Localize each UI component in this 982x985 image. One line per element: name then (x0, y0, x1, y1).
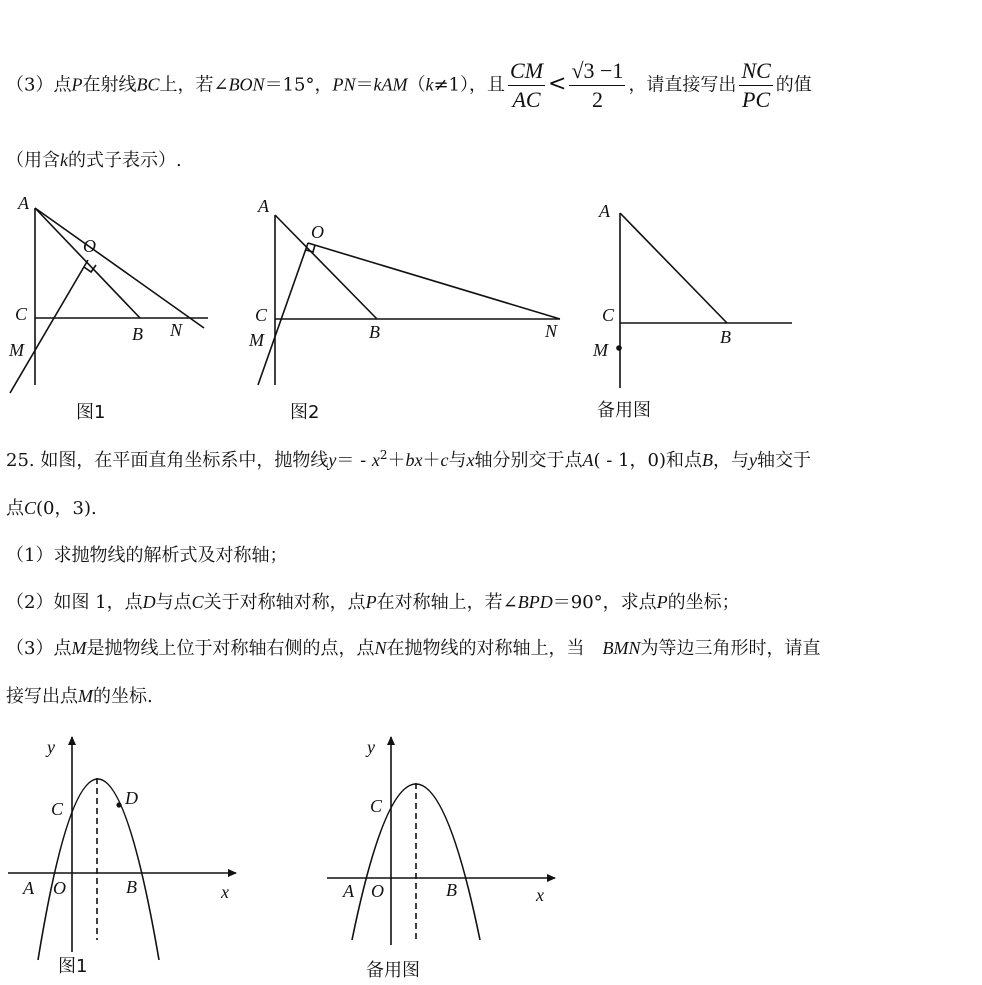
fig1-label-x: x (221, 882, 229, 902)
q25-line2: 点C(0，3). (6, 498, 97, 519)
fig1-label-C: C (15, 304, 28, 324)
q25-line1: 25. 如图，在平面直角坐标系中，抛物线$y= - x^2+bx+c$与x轴分别交于点A( - 1，0)和点B，与y轴交于 (6, 448, 812, 471)
q25-spare-figure (327, 737, 555, 945)
fig1-label-B: B (126, 877, 137, 897)
q25-part3: （3）点M是抛物线上位于对称轴右侧的点，点N在抛物线的对称轴上，当 BMN为等边三角形时，请直 (6, 638, 821, 659)
q25-spare-caption: 备用图 (366, 960, 420, 981)
fig2-label-O: O (311, 222, 324, 242)
fig1-label-D: D (125, 788, 138, 808)
fig1-label-O: O (83, 236, 96, 256)
spare-label-B: B (446, 880, 457, 900)
q25-part3-line2: 接写出点M的坐标. (6, 686, 153, 707)
q25-fig1-caption: 图1 (58, 956, 88, 977)
q24-part3-line1: （3）点P在射线BC上，若∠BON＝15°，PN＝kAM（k≠1），且 $\frac{CM}{AC}$ < $\frac{√3 -1}{2}$ ，请直接写出 $\frac{NC}{PC}$ 的值 (6, 58, 812, 112)
fig1-label-O: O (53, 878, 66, 898)
spare-caption: 备用图 (597, 400, 651, 421)
fraction-nc-pc: $\frac{NC}{PC}$ (741, 58, 771, 112)
fig1-label-M: M (9, 340, 24, 360)
fig1-label-y: y (47, 737, 55, 757)
fig1-label-B: B (132, 324, 143, 344)
fig1-label-A: A (18, 193, 29, 213)
fraction-sqrt3-minus1-over-2: $\frac{√3 -1}{2}$ (571, 58, 624, 112)
fig1-label-C: C (51, 799, 64, 819)
fig2-label-B: B (369, 322, 380, 342)
fig2-label-A: A (258, 196, 269, 216)
spare-label-C: C (370, 796, 383, 816)
fig2-label-C: C (255, 305, 268, 325)
spare-label-A: A (599, 201, 610, 221)
q25-part2: （2）如图 1，点D与点C关于对称轴对称，点P在对称轴上，若∠BPD＝90°，求点P的坐标； (6, 592, 740, 613)
q24-part3-line2: （用含k的式子表示）. (6, 150, 182, 171)
fraction-cm-ac: $\frac{CM}{AC}$ (510, 58, 544, 112)
q25-figure-1 (8, 737, 236, 960)
fig1-caption: 图1 (76, 402, 106, 423)
fig1-label-N: N (170, 320, 183, 340)
spare-label-A: A (343, 881, 354, 901)
fig1-point-D (116, 802, 121, 807)
spare-label-x: x (536, 885, 544, 905)
spare-label-B: B (720, 327, 731, 347)
spare-label-M: M (593, 340, 608, 360)
spare-label-C: C (602, 305, 615, 325)
fig2-label-N: N (545, 321, 558, 341)
q25-part1: （1）求抛物线的解析式及对称轴； (6, 545, 288, 566)
spare-label-y: y (367, 737, 375, 757)
fig2-label-M: M (249, 330, 264, 350)
fig2-caption: 图2 (290, 402, 320, 423)
spare-label-O: O (371, 881, 384, 901)
fig1-label-A: A (23, 878, 34, 898)
